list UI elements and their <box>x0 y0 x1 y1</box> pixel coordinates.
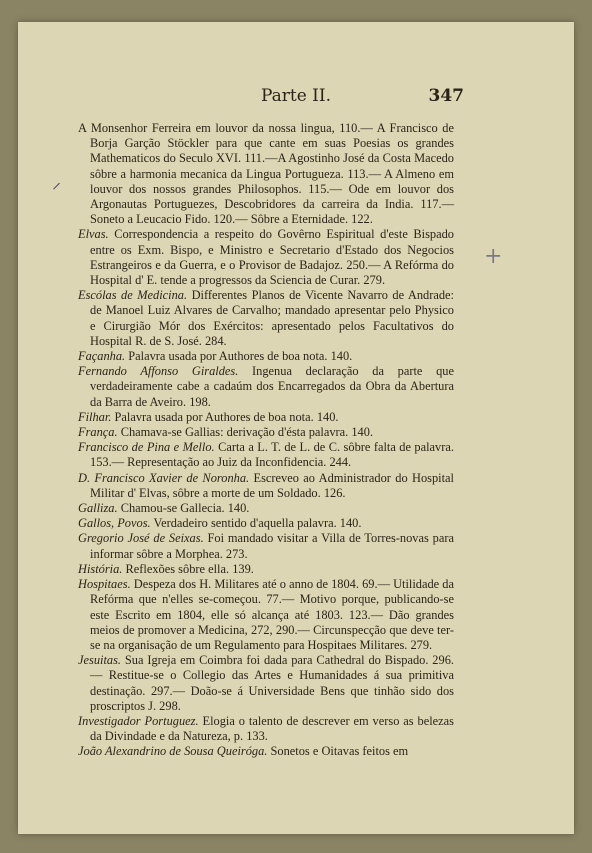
index-entry: França. Chamava-se Gallias: derivação d'ésta palavra. 140. <box>78 425 374 440</box>
page-number: 347 <box>428 86 464 106</box>
index-entry: Fernando Affonso Giraldes. Ingenua declaração da parte que verdadeiramente cabe a cadaúm dos Encarregados da Obra da Abertura da Barra de Aveiro. 198. <box>78 364 454 409</box>
index-entry: História. Reflexões sôbre ella. 139. <box>78 561 254 576</box>
index-entry: João Alexandrino de Sousa Queiróga. Sonetos e Oitavas feitos em <box>78 744 409 759</box>
index-entry: Hospitaes. Despeza dos H. Militares até o anno de 1804. 69.— Utilidade da Refórma que n'elles se-começou. 77.— Motivo porque, publicando-se este Escrito em 1804, elle só alcança até 1803. 123.— Dão grandes meios de promover a Medicina, 272, 290.— Circunspecção que deve ter-se na organisação de um Regulamento para Hospitaes Militares. 279. <box>78 577 454 652</box>
index-column <box>78 121 454 760</box>
index-entry: Façanha. Palavra usada por Authores de boa nota. 140. <box>78 349 353 364</box>
index-entry: Filhar. Palavra usada por Authores de boa nota. 140. <box>78 409 339 424</box>
book-page <box>18 22 574 834</box>
index-entry: Escólas de Medicina. Differentes Planos de Vicente Navarro de Andrade: de Manoel Luiz Alvares de Carvalho; mandado apresentar pelo Physico e Cirurgião Mór dos Exércitos: apresentado pelos Facultativos do Hospital R. de S. José. 284. <box>78 288 454 348</box>
index-entry: Investigador Portuguez. Elogia o talento de descrever em verso as belezas da Divindade e da Natureza, p. 133. <box>78 713 455 744</box>
index-entry: Elvas. Correspondencia a respeito do Govêrno Espiritual d'este Bispado entre os Exm. Bispo, e Ministro e Secretario d'Estado dos Negocios Estrangeiros e da Guerra, e o Provisor de Badajoz. 250.— A Refórma do Hospital d' E. tende a progressos da Sciencia de Curar. 279. <box>78 227 454 288</box>
index-entry: Jesuitas. Sua Igreja em Coimbra foi dada para Cathedral do Bispado. 296.— Restitue-se o Collegio das Artes e Humanidades á sua primitiva destinação. 297.— Doão-se á Universidade Bens que tinhão sido dos proscriptos J. 298. <box>78 653 454 713</box>
page-header <box>18 86 574 110</box>
index-entry: Galliza. Chamou-se Gallecia. 140. <box>78 501 250 516</box>
pencil-cross-icon: + <box>484 244 503 269</box>
pencil-mark-icon: ⸝ <box>52 172 61 193</box>
index-entry: Francisco de Pina e Mello. Carta a L. T. de L. de C. sôbre falta de palavra. 153.— Representação ao Juiz da Inconfidencia. 244. <box>78 440 454 470</box>
index-entry: Gregorio José de Seixas. Foi mandado visitar a Villa de Torres-novas para informar sôbre a Morphea. 273. <box>78 531 454 561</box>
index-entry: D. Francisco Xavier de Noronha. Escreveo ao Administrador do Hospital Militar d' Elvas, sôbre a morte de um Soldado. 126. <box>78 470 454 500</box>
index-entry: Gallos, Povos. Verdadeiro sentido d'aquella palavra. 140. <box>78 516 362 531</box>
running-head: Parte II. <box>260 86 332 106</box>
index-entry: A Monsenhor Ferreira em louvor da nossa lingua, 110.— A Francisco de Borja Garção Stöckler para que cante em suas Poesias os grandes Mathematicos do Seculo XVI. 111.—A Agostinho José da Costa Macedo sôbre a harmonia mecanica da Lingua Portugueza. 113.— A Almeno em louvor dos nossos grandes Philosophos. 115.— Ode em louvor dos Argonautas Portuguezes, Descobridores da carreira da India. 117.— Soneto a Leucacio Fido. 120.— Sôbre a Eternidade. 122. <box>78 121 454 227</box>
